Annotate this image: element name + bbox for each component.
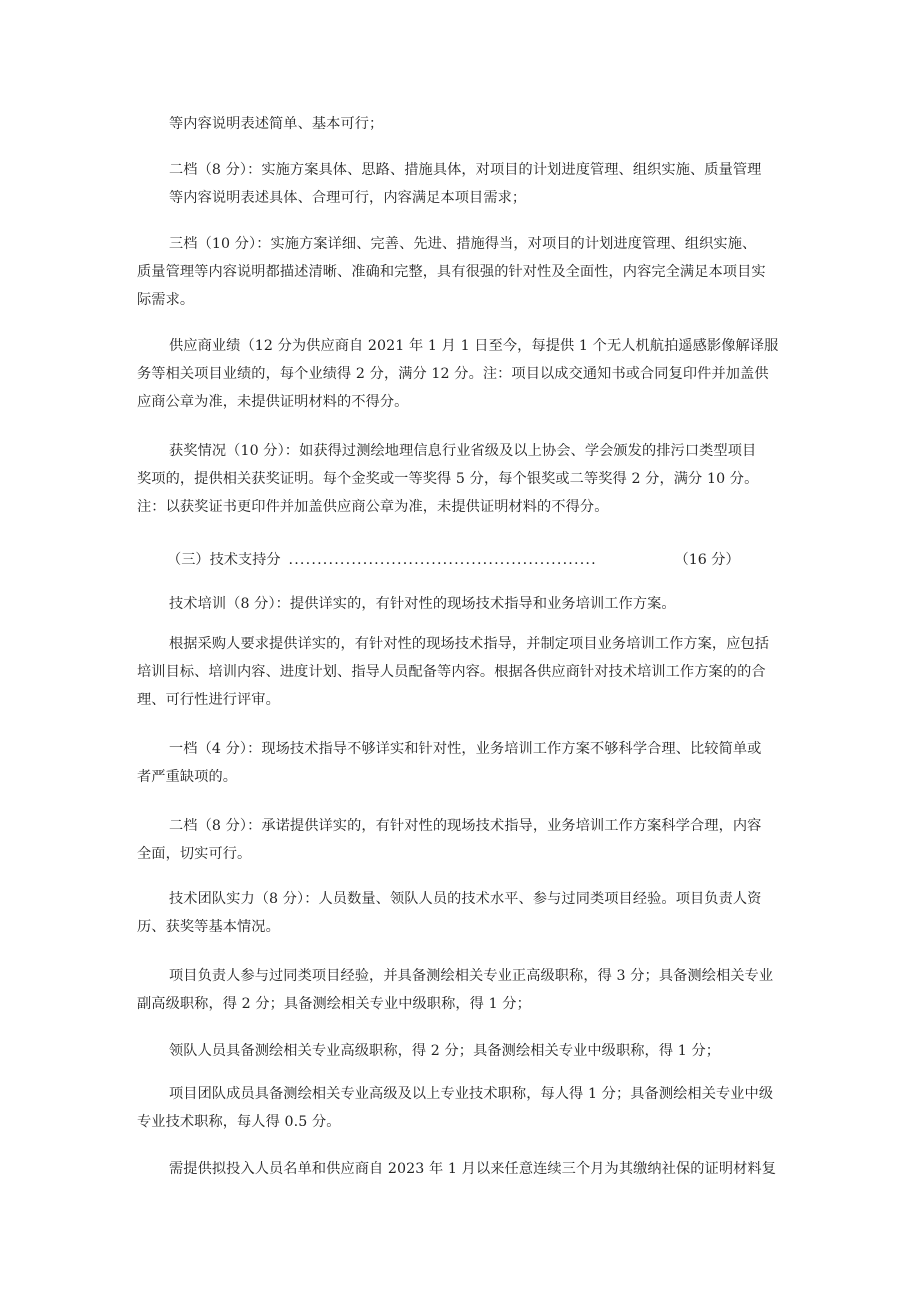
paragraph-tier2-implementation xyxy=(137,156,787,212)
section-heading-label: （三）技术支持分 xyxy=(167,552,281,568)
text-line: 质量管理等内容说明都描述清晰、准确和完整，具有很强的针对性及全面性，内容完全满足本项目实 xyxy=(137,264,766,280)
text-line: 副高级职称，得 2 分；具备测绘相关专业中级职称，得 1 分； xyxy=(137,996,531,1012)
text-line: 奖项的，提供相关获奖证明。每个金奖或一等奖得 5 分，每个银奖或二等奖得 2 分，满分 10 分。 xyxy=(137,471,759,487)
paragraph-awards xyxy=(137,437,787,521)
text-line: 等内容说明表述简单、基本可行； xyxy=(169,116,384,132)
text-line: 务等相关项目业绩的，每个业绩得 2 分，满分 12 分。注：项目以成交通知书或合同复印件并加盖供 xyxy=(137,366,769,382)
paragraph-project-leader xyxy=(137,962,787,1018)
text-line: 技术培训（8 分）：提供详实的，有针对性的现场技术指导和业务培训工作方案。 xyxy=(169,596,676,612)
text-line: 二档（8 分）：承诺提供详实的，有针对性的现场技术指导，业务培训工作方案科学合理，内容 xyxy=(169,818,762,834)
text-line: 际需求。 xyxy=(137,292,195,308)
paragraph-training-tier2 xyxy=(137,812,787,868)
text-line: 理、可行性进行评审。 xyxy=(137,692,280,708)
paragraph-team-leader xyxy=(137,1037,787,1065)
paragraph-tech-training xyxy=(137,590,787,618)
text-line: 等内容说明表述具体、合理可行，内容满足本项目需求； xyxy=(169,190,527,206)
paragraph-team-strength xyxy=(137,885,787,941)
paragraph-training-requirements xyxy=(137,630,787,714)
paragraph-tier1-continuation xyxy=(137,110,787,138)
paragraph-tier3-implementation xyxy=(137,230,787,314)
section-heading-leader: ...................................................... xyxy=(288,552,597,568)
text-line: 注：以获奖证书更印件并加盖供应商公章为准，未提供证明材料的不得分。 xyxy=(137,499,609,515)
section-heading-tech-support xyxy=(167,546,787,574)
paragraph-team-members xyxy=(137,1080,787,1136)
text-line: 根据采购人要求提供详实的，有针对性的现场技术指导，并制定项目业务培训工作方案，应包括 xyxy=(169,636,770,652)
section-heading-score: （16 分） xyxy=(674,552,740,568)
text-line: 项目负责人参与过同类项目经验，并具备测绘相关专业正高级职称，得 3 分；具备测绘相关专业 xyxy=(169,968,774,984)
paragraph-supplier-performance xyxy=(137,332,787,416)
text-line: 获奖情况（10 分）：如获得过测绘地理信息行业省级及以上协会、学会颁发的排污口类型项目 xyxy=(169,443,757,459)
text-line: 技术团队实力（8 分）：人员数量、领队人员的技术水平、参与过同类项目经验。项目负责人资 xyxy=(169,891,762,907)
text-line: 三档（10 分）：实施方案详细、完善、先进、措施得当，对项目的计划进度管理、组织实施、 xyxy=(169,236,757,252)
text-line: 需提供拟投入人员名单和供应商自 2023 年 1 月以来任意连续三个月为其缴纳社保的证明材料复 xyxy=(169,1161,776,1177)
text-line: 供应商业绩（12 分为供应商自 2021 年 1 月 1 日至今，每提供 1 个无人机航拍遥感影像解译服 xyxy=(169,338,779,354)
text-line: 一档（4 分）：现场技术指导不够详实和针对性，业务培训工作方案不够科学合理、比较简单或 xyxy=(169,741,762,757)
text-line: 历、获奖等基本情况。 xyxy=(137,919,280,935)
text-line: 二档（8 分）：实施方案具体、思路、措施具体，对项目的计划进度管理、组织实施、质量管理 xyxy=(169,162,762,178)
paragraph-training-tier1 xyxy=(137,735,787,791)
text-line: 应商公章为准，未提供证明材料的不得分。 xyxy=(137,394,409,410)
text-line: 全面，切实可行。 xyxy=(137,846,252,862)
text-line: 项目团队成员具备测绘相关专业高级及以上专业技术职称，每人得 1 分；具备测绘相关专业中级 xyxy=(169,1086,774,1102)
text-line: 培训目标、培训内容、进度计划、指导人员配备等内容。根据各供应商针对技术培训工作方案的的合 xyxy=(137,664,766,680)
text-line: 领队人员具备测绘相关专业高级职称，得 2 分；具备测绘相关专业中级职称，得 1 分； xyxy=(169,1043,721,1059)
text-line: 者严重缺项的。 xyxy=(137,769,238,785)
paragraph-personnel-proof xyxy=(137,1155,787,1183)
text-line: 专业技术职称，每人得 0.5 分。 xyxy=(137,1114,341,1130)
